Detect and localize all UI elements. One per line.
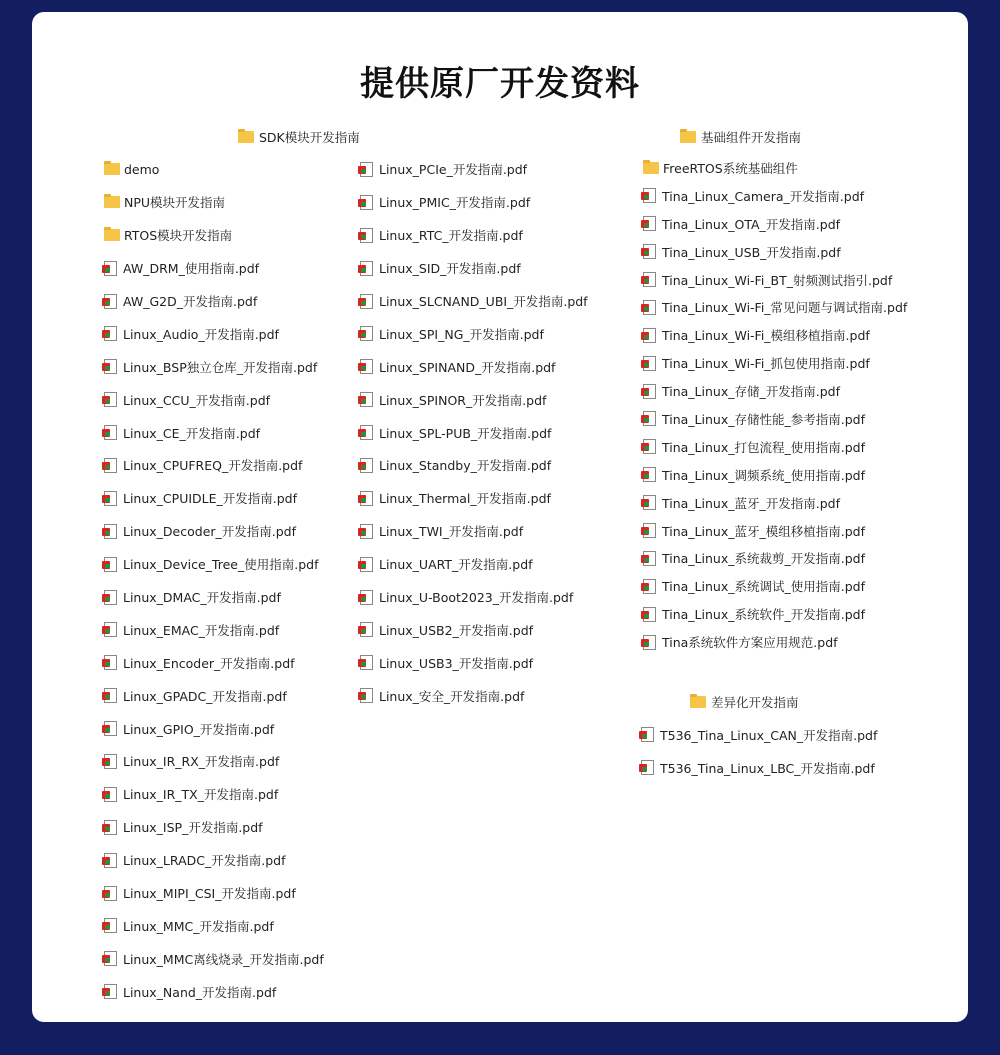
pdf-file-item[interactable] (360, 350, 588, 383)
file-name: FreeRTOS系统基础组件 (663, 160, 798, 176)
pdf-file-item[interactable] (104, 712, 324, 745)
pdf-file-item[interactable] (643, 182, 907, 210)
pdf-file-item[interactable] (104, 942, 324, 975)
pdf-file-item[interactable] (643, 321, 907, 349)
pdf-file-item[interactable] (104, 646, 324, 679)
file-name: AW_DRM_使用指南.pdf (123, 261, 260, 277)
pdf-file-item[interactable] (104, 449, 324, 482)
pdf-icon (643, 328, 656, 343)
pdf-icon (104, 787, 117, 802)
file-name: T536_Tina_Linux_LBC_开发指南.pdf (660, 760, 875, 776)
pdf-file-item[interactable] (104, 877, 324, 910)
pdf-icon (104, 590, 117, 605)
file-name: Linux_CPUIDLE_开发指南.pdf (123, 491, 298, 507)
pdf-file-item[interactable] (104, 745, 324, 778)
file-name: Linux_U-Boot2023_开发指南.pdf (379, 590, 574, 606)
file-name: Linux_Nand_开发指南.pdf (123, 984, 277, 1000)
pdf-icon (360, 425, 373, 440)
folder-item[interactable] (104, 153, 324, 186)
folder-item[interactable] (104, 219, 324, 252)
folder-icon (104, 196, 120, 208)
pdf-icon (360, 655, 373, 670)
pdf-icon (643, 439, 656, 454)
file-name: T536_Tina_Linux_CAN_开发指南.pdf (660, 727, 878, 743)
file-name: Tina_Linux_系统调试_使用指南.pdf (662, 579, 865, 595)
file-name: Linux_Thermal_开发指南.pdf (379, 491, 551, 507)
pdf-file-item[interactable] (360, 317, 588, 350)
file-list-col1 (104, 153, 324, 1008)
folder-item[interactable] (643, 154, 907, 182)
section-header-base[interactable] (680, 128, 801, 146)
pdf-icon (360, 392, 373, 407)
pdf-file-item[interactable] (643, 628, 907, 656)
file-name: Linux_TWI_开发指南.pdf (379, 524, 524, 540)
file-name: Linux_SPI_NG_开发指南.pdf (379, 326, 544, 342)
file-name: Linux_USB2_开发指南.pdf (379, 622, 534, 638)
file-name: Linux_DMAC_开发指南.pdf (123, 590, 281, 606)
file-name: Linux_PCIe_开发指南.pdf (379, 162, 528, 178)
file-name: Linux_IR_TX_开发指南.pdf (123, 787, 279, 803)
folder-item[interactable] (104, 186, 324, 219)
pdf-file-item[interactable] (360, 416, 588, 449)
section-label: 差异化开发指南 (711, 695, 799, 710)
pdf-file-item[interactable] (360, 646, 588, 679)
pdf-icon (104, 294, 117, 309)
pdf-file-item[interactable] (641, 751, 877, 784)
file-name: Tina_Linux_打包流程_使用指南.pdf (662, 439, 865, 455)
file-name: Tina_Linux_存储_开发指南.pdf (662, 384, 840, 400)
pdf-file-item[interactable] (643, 377, 907, 405)
pdf-file-item[interactable] (104, 909, 324, 942)
file-name: Linux_Standby_开发指南.pdf (379, 458, 552, 474)
pdf-file-item[interactable] (360, 482, 588, 515)
folder-icon (690, 696, 706, 708)
file-name: RTOS模块开发指南 (124, 228, 233, 244)
section-header-diff[interactable] (690, 693, 799, 711)
file-name: Tina系统软件方案应用规范.pdf (662, 635, 838, 651)
pdf-icon (643, 607, 656, 622)
file-name: Linux_EMAC_开发指南.pdf (123, 622, 280, 638)
pdf-icon (360, 622, 373, 637)
pdf-file-item[interactable] (360, 515, 588, 548)
pdf-icon (643, 551, 656, 566)
file-name: Linux_SPINOR_开发指南.pdf (379, 392, 547, 408)
pdf-icon (360, 688, 373, 703)
pdf-icon (360, 195, 373, 210)
file-name: Linux_GPIO_开发指南.pdf (123, 721, 275, 737)
file-name: Tina_Linux_蓝牙_开发指南.pdf (662, 495, 840, 511)
pdf-icon (643, 384, 656, 399)
pdf-file-item[interactable] (643, 349, 907, 377)
pdf-file-item[interactable] (104, 350, 324, 383)
file-name: Tina_Linux_OTA_开发指南.pdf (662, 216, 841, 232)
pdf-icon (360, 162, 373, 177)
pdf-file-item[interactable] (643, 461, 907, 489)
pdf-file-item[interactable] (643, 266, 907, 294)
pdf-file-item[interactable] (360, 252, 588, 285)
file-name: Linux_PMIC_开发指南.pdf (379, 195, 531, 211)
file-name: Linux_ISP_开发指南.pdf (123, 820, 263, 836)
pdf-icon (104, 655, 117, 670)
file-name: Linux_CE_开发指南.pdf (123, 425, 261, 441)
pdf-file-item[interactable] (360, 679, 588, 712)
pdf-icon (104, 326, 117, 341)
pdf-icon (104, 754, 117, 769)
pdf-icon (643, 272, 656, 287)
pdf-icon (360, 491, 373, 506)
file-name: Tina_Linux_蓝牙_模组移植指南.pdf (662, 523, 865, 539)
file-name: Linux_MMC_开发指南.pdf (123, 918, 274, 934)
folder-icon (238, 131, 254, 143)
pdf-icon (360, 228, 373, 243)
pdf-icon (104, 820, 117, 835)
pdf-file-item[interactable] (643, 405, 907, 433)
pdf-file-item[interactable] (643, 489, 907, 517)
pdf-file-item[interactable] (104, 844, 324, 877)
pdf-file-item[interactable] (643, 572, 907, 600)
pdf-file-item[interactable] (104, 778, 324, 811)
pdf-icon (360, 261, 373, 276)
section-header-sdk[interactable] (238, 128, 360, 146)
pdf-icon (643, 411, 656, 426)
file-list-col3 (643, 154, 907, 656)
pdf-file-item[interactable] (360, 383, 588, 416)
pdf-file-item[interactable] (641, 718, 877, 751)
pdf-file-item[interactable] (643, 238, 907, 266)
pdf-icon (360, 590, 373, 605)
file-name: Linux_Encoder_开发指南.pdf (123, 655, 295, 671)
file-name: demo (124, 161, 160, 177)
file-name: Linux_GPADC_开发指南.pdf (123, 688, 287, 704)
file-name: Linux_安全_开发指南.pdf (379, 688, 525, 704)
pdf-icon (641, 727, 654, 742)
pdf-icon (643, 579, 656, 594)
file-name: Linux_CPUFREQ_开发指南.pdf (123, 458, 303, 474)
file-name: Linux_CCU_开发指南.pdf (123, 392, 271, 408)
pdf-file-item[interactable] (104, 613, 324, 646)
pdf-file-item[interactable] (360, 581, 588, 614)
file-name: Tina_Linux_Wi-Fi_常见问题与调试指南.pdf (662, 300, 908, 316)
file-name: Linux_SPL-PUB_开发指南.pdf (379, 425, 552, 441)
file-name: Linux_UART_开发指南.pdf (379, 557, 533, 573)
file-name: Tina_Linux_USB_开发指南.pdf (662, 244, 841, 260)
pdf-file-item[interactable] (643, 544, 907, 572)
pdf-icon (104, 918, 117, 933)
file-name: Linux_Device_Tree_使用指南.pdf (123, 557, 319, 573)
pdf-file-item[interactable] (360, 613, 588, 646)
file-name: Tina_Linux_Wi-Fi_模组移植指南.pdf (662, 328, 870, 344)
folder-icon (104, 163, 120, 175)
file-name: Tina_Linux_Camera_开发指南.pdf (662, 188, 865, 204)
file-list-col4 (641, 718, 877, 784)
pdf-icon (104, 886, 117, 901)
pdf-icon (104, 359, 117, 374)
pdf-icon (360, 294, 373, 309)
file-name: Linux_MIPI_CSI_开发指南.pdf (123, 886, 296, 902)
file-name: Linux_RTC_开发指南.pdf (379, 228, 523, 244)
pdf-icon (643, 467, 656, 482)
pdf-file-item[interactable] (104, 975, 324, 1008)
pdf-file-item[interactable] (643, 210, 907, 238)
file-name: Tina_Linux_Wi-Fi_抓包使用指南.pdf (662, 356, 870, 372)
pdf-file-item[interactable] (360, 186, 588, 219)
section-label: 基础组件开发指南 (701, 130, 802, 145)
file-name: Linux_MMC离线烧录_开发指南.pdf (123, 951, 324, 967)
file-name: Linux_LRADC_开发指南.pdf (123, 853, 286, 869)
pdf-icon (643, 244, 656, 259)
pdf-icon (643, 188, 656, 203)
pdf-icon (104, 951, 117, 966)
section-label: SDK模块开发指南 (259, 130, 360, 145)
file-name: Tina_Linux_调频系统_使用指南.pdf (662, 467, 865, 483)
pdf-icon (104, 491, 117, 506)
folder-icon (643, 162, 659, 174)
pdf-icon (360, 326, 373, 341)
file-name: AW_G2D_开发指南.pdf (123, 294, 258, 309)
file-name: Linux_IR_RX_开发指南.pdf (123, 754, 280, 770)
folder-icon (680, 131, 696, 143)
pdf-file-item[interactable] (643, 433, 907, 461)
file-name: Tina_Linux_Wi-Fi_BT_射频测试指引.pdf (662, 272, 893, 288)
pdf-file-item[interactable] (104, 252, 324, 285)
pdf-file-item[interactable] (104, 482, 324, 515)
pdf-icon (104, 622, 117, 637)
file-name: Linux_SLCNAND_UBI_开发指南.pdf (379, 294, 588, 309)
pdf-file-item[interactable] (104, 317, 324, 350)
pdf-file-item[interactable] (360, 449, 588, 482)
pdf-file-item[interactable] (360, 153, 588, 186)
pdf-icon (643, 635, 656, 650)
pdf-file-item[interactable] (104, 679, 324, 712)
pdf-icon (643, 495, 656, 510)
pdf-file-item[interactable] (643, 600, 907, 628)
pdf-icon (104, 688, 117, 703)
pdf-icon (360, 524, 373, 539)
pdf-icon (643, 356, 656, 371)
pdf-icon (360, 359, 373, 374)
file-name: Linux_SPINAND_开发指南.pdf (379, 359, 556, 375)
pdf-icon (104, 458, 117, 473)
pdf-file-item[interactable] (643, 293, 907, 321)
pdf-file-item[interactable] (360, 548, 588, 581)
content-card (32, 12, 968, 1022)
file-name: Tina_Linux_系统软件_开发指南.pdf (662, 607, 865, 623)
pdf-file-item[interactable] (360, 285, 588, 318)
page-title: 提供原厂开发资料 (360, 64, 640, 104)
pdf-file-item[interactable] (104, 811, 324, 844)
pdf-file-item[interactable] (643, 517, 907, 545)
file-name: Tina_Linux_存储性能_参考指南.pdf (662, 411, 865, 427)
file-name: Linux_BSP独立仓库_开发指南.pdf (123, 359, 318, 375)
file-list-col2 (360, 153, 588, 712)
pdf-icon (360, 458, 373, 473)
file-name: Linux_Audio_开发指南.pdf (123, 326, 279, 342)
pdf-file-item[interactable] (104, 548, 324, 581)
file-name: Linux_SID_开发指南.pdf (379, 261, 521, 277)
pdf-icon (643, 523, 656, 538)
file-name: NPU模块开发指南 (124, 195, 226, 211)
pdf-icon (104, 557, 117, 572)
pdf-file-item[interactable] (104, 416, 324, 449)
pdf-file-item[interactable] (104, 383, 324, 416)
pdf-file-item[interactable] (360, 219, 588, 252)
pdf-icon (643, 216, 656, 231)
pdf-file-item[interactable] (104, 285, 324, 318)
pdf-icon (104, 425, 117, 440)
file-name: Linux_Decoder_开发指南.pdf (123, 524, 297, 540)
pdf-file-item[interactable] (104, 581, 324, 614)
pdf-icon (104, 853, 117, 868)
pdf-icon (104, 721, 117, 736)
folder-icon (104, 229, 120, 241)
pdf-icon (643, 300, 656, 315)
pdf-icon (104, 524, 117, 539)
pdf-icon (641, 760, 654, 775)
file-name: Linux_USB3_开发指南.pdf (379, 655, 534, 671)
pdf-icon (104, 984, 117, 999)
file-name: Tina_Linux_系统裁剪_开发指南.pdf (662, 551, 865, 567)
pdf-icon (360, 557, 373, 572)
pdf-icon (104, 261, 117, 276)
pdf-file-item[interactable] (104, 515, 324, 548)
pdf-icon (104, 392, 117, 407)
